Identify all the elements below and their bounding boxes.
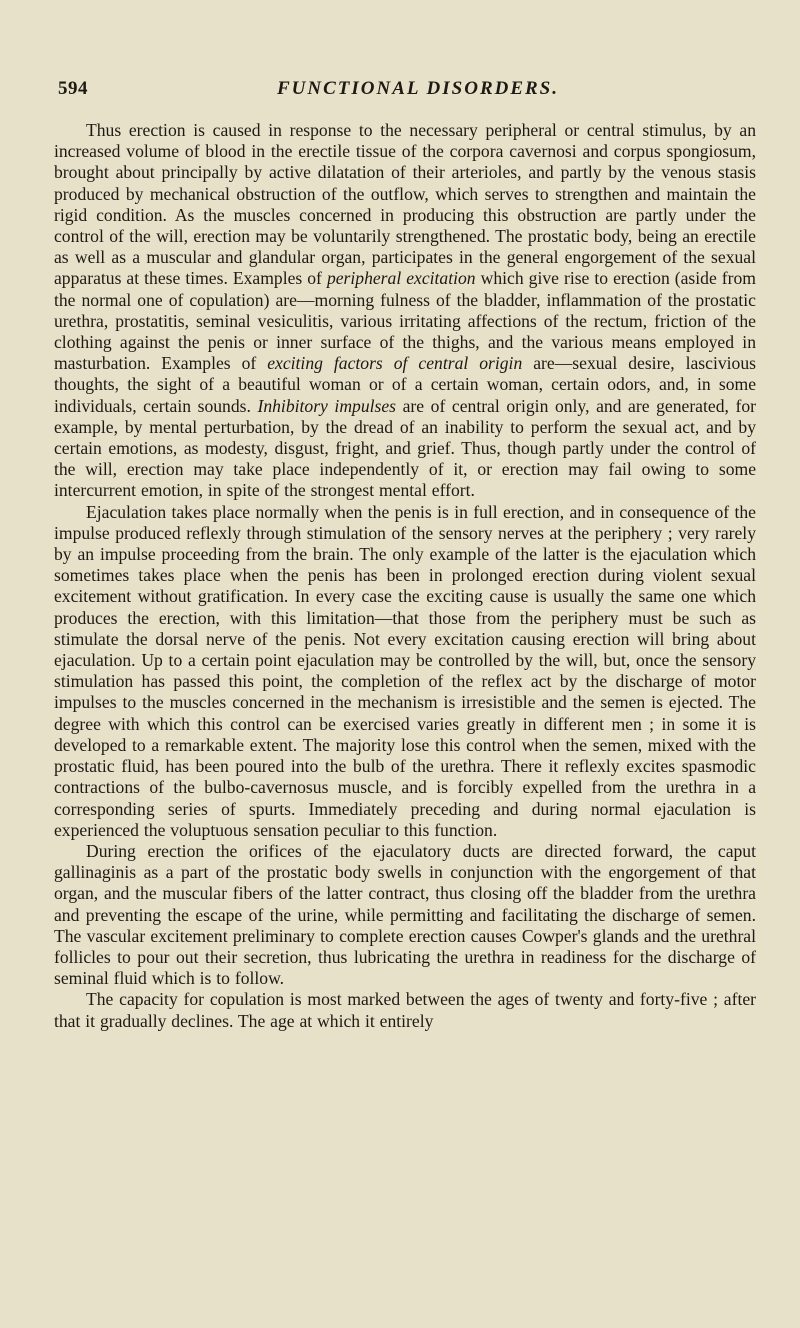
text-run: Thus erection is caused in response to the necessary peripheral or central stimulus, by an increased volume of blood in the erectile tissue of the corpora cavernosi and corpus spongiosum, brought about principally by active dilatation of their arterioles, and partly by the venous stasis produced by mechanical obstruction of the outflow, which serves to strengthen and maintain the rigid condition. As the muscles concerned in producing this obstruction are partly under the control of the will, erection may be voluntarily strengthened. The prostatic body, being an erectile as well as a muscular and glandular organ, participates in the general engorgement of the sexual apparatus at these times. Examples of xyxy=(54,120,756,289)
running-head xyxy=(58,78,758,106)
paragraph xyxy=(54,841,756,989)
text-run: which give rise to erection (aside from the normal one of copulation) are—morning fulness of the bladder, inflammation of the prostatic urethra, prostatitis, seminal vesiculitis, various irritating affections of the rectum, friction of the clothing against the penis or inner surface of the thighs, and the various means employed in masturbation. Examples of xyxy=(54,268,756,374)
chapter-title: FUNCTIONAL DISORDERS. xyxy=(276,78,559,99)
body-text xyxy=(54,120,756,1032)
italic-term: Inhibitory impulses xyxy=(257,395,397,416)
paragraph xyxy=(54,502,756,841)
italic-term: peripheral excitation xyxy=(326,268,476,289)
text-run: The capacity for copulation is most marked between the ages of twenty and forty-five ; after that it gradually declines. The age at which it entirely xyxy=(54,989,756,1031)
italic-term: exciting factors of central origin xyxy=(267,353,523,374)
page-number: 594 xyxy=(58,78,88,99)
text-run: are of central origin only, and are generated, for example, by mental perturbation, by the dread of an inability to perform the sexual act, and by certain emotions, as modesty, disgust, fright, and grief. Thus, though partly under the control of the will, erection may take place independently of it, or erection may fail owing to some intercurrent emotion, in spite of the strongest mental effort. xyxy=(54,395,756,501)
text-run: During erection the orifices of the ejaculatory ducts are directed forward, the caput gallinaginis as a part of the prostatic body swells in conjunction with the engorgement of that organ, and the muscular fibers of the latter contract, thus closing off the bladder from the urethra and preventing the escape of the urine, while permitting and facilitating the discharge of semen. The vascular excitement preliminary to complete erection causes Cowper's glands and the urethral follicles to pour out their secretion, thus lubricating the urethra in readiness for the discharge of seminal fluid which is to follow. xyxy=(54,840,756,989)
text-run: Ejaculation takes place normally when the penis is in full erection, and in consequence of the impulse produced reflexly through stimulation of the sensory nerves at the periphery ; very rarely by an impulse proceeding from the brain. The only example of the latter is the ejaculation which sometimes takes place when the penis has been in prolonged erection during violent sexual excitement without gratification. In every case the exciting cause is usually the same one which produces the erection, with this limitation—that those from the periphery must be such as stimulate the dorsal nerve of the penis. Not every excitation causing erection will bring about ejaculation. Up to a certain point ejaculation may be controlled by the will, but, once the sensory stimulation has passed this point, the completion of the reflex act by the discharge of motor impulses to the muscles concerned in the mechanism is irresistible and the semen is ejected. The degree with which this control can be exercised varies greatly in different men ; in some it is developed to a remarkable extent. The majority lose this control when the semen, mixed with the prostatic fluid, has been poured into the bulb of the urethra. There it reflexly excites spasmodic contractions of the bulbo-cavernosus muscle, and is forcibly expelled from the urethra in a corresponding series of spurts. Immediately preceding and during normal ejaculation is experienced the voluptuous sensation peculiar to this function. xyxy=(54,501,756,840)
paragraph xyxy=(54,120,756,502)
paragraph xyxy=(54,989,756,1031)
text-run: are—sexual desire, lascivious thoughts, the sight of a beautiful woman or of a certain woman, certain odors, and, in some individuals, certain sounds. xyxy=(54,353,756,416)
